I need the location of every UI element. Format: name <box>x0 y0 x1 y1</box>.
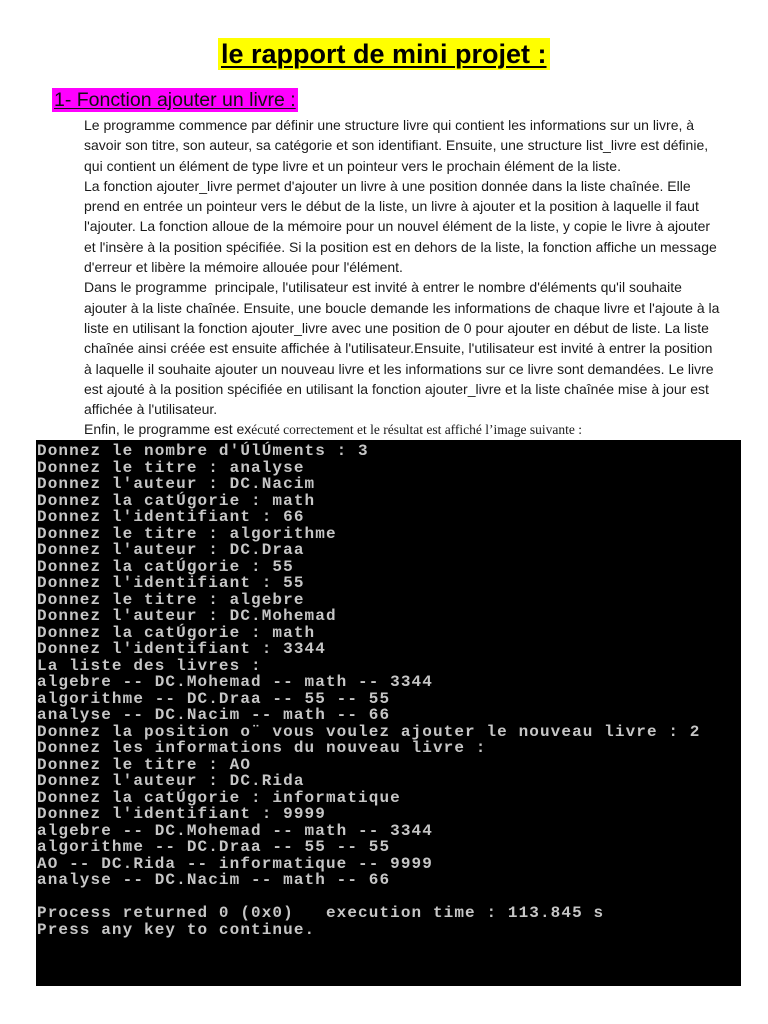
paragraph-line: et l'insère à la position spécifiée. Si la position est en dehors de la liste, la fonction affiche un message <box>84 238 717 255</box>
closing-text-serif: écuté correctement et le résultat est affiché l’image suivante : <box>251 422 583 438</box>
console-line: algebre -- DC.Mohemad -- math -- 3344 <box>37 821 433 840</box>
paragraph-line: affichée à l'utilisateur. <box>84 401 218 418</box>
paragraph-line: chaînée ainsi créée est ensuite affichée à l'utilisateur.Ensuite, l'utilisateur est invité à entrer la position <box>84 340 713 357</box>
paragraph-line-closing <box>84 419 754 439</box>
paragraph-line: savoir son titre, son auteur, sa catégorie et son identifiant. Ensuite, une structure list_livre est définie, <box>84 137 709 154</box>
console-line: Donnez l'identifiant : 3344 <box>37 640 326 658</box>
console-line: Donnez l'auteur : DC.Rida <box>37 772 305 790</box>
console-line: algebre -- DC.Mohemad -- math -- 3344 <box>37 673 433 691</box>
closing-text-sans: Enfin, le programme est ex <box>84 421 252 438</box>
console-line: Donnez l'auteur : DC.Nacim <box>37 475 316 493</box>
paragraph-line: l'ajouter. La fonction alloue de la mémoire pour un nouvel élément de la liste, y copie le livre à ajouter <box>84 218 711 235</box>
console-line: Donnez le nombre d'ÚlÚments : 3 <box>37 442 369 460</box>
paragraph-line: ajouter à la liste chaînée. Ensuite, une boucle demande les informations de chaque livre et l'ajoute à la <box>84 299 720 316</box>
console-line: Donnez le titre : algorithme <box>37 524 337 543</box>
paragraph-line: d'erreur et libère la mémoire allouée pour l'élément. <box>84 259 403 276</box>
paragraph-line: à laquelle il souhaite ajouter un nouveau livre et les informations sur ce livre sont demandées. Le livre <box>84 360 714 377</box>
console-line: Donnez la catÚgorie : 55 <box>37 557 294 576</box>
console-line: algorithme -- DC.Draa -- 55 -- 55 <box>37 838 391 856</box>
paragraph-line: La fonction ajouter_livre permet d'ajouter un livre à une position donnée dans la liste chaînée. Elle <box>84 177 691 194</box>
console-line: analyse -- DC.Nacim -- math -- 66 <box>37 871 391 889</box>
console-line: Donnez les informations du nouveau livre : <box>37 739 487 757</box>
console-line: Donnez le titre : analyse <box>37 458 305 477</box>
console-line: Donnez l'auteur : DC.Mohemad <box>37 607 337 625</box>
section-heading: 1- Fonction ajouter un livre : <box>54 89 296 111</box>
console-line: AO -- DC.Rida -- informatique -- 9999 <box>37 854 433 873</box>
console-line: Donnez la catÚgorie : informatique <box>37 788 401 807</box>
console-line: algorithme -- DC.Draa -- 55 -- 55 <box>37 689 391 708</box>
paragraph-line: prend en entrée un pointeur vers le début de la liste, un livre à ajouter et la position à laquelle il faut <box>84 198 699 215</box>
paragraph-line: Le programme commence par définir une structure livre qui contient les informations sur un livre, à <box>84 117 695 133</box>
console-line: Donnez la position o¨ vous voulez ajouter le nouveau livre : 2 <box>37 722 701 741</box>
paragraph-line: qui contient un élément de type livre et un pointeur vers le prochain élément de la liste. <box>84 157 621 174</box>
console-line: Process returned 0 (0x0) execution time : 113.845 s <box>37 904 605 922</box>
console-line: Donnez l'identifiant : 55 <box>37 574 305 592</box>
console-line: Donnez l'identifiant : 9999 <box>37 805 326 823</box>
console-blank-line <box>37 889 741 906</box>
console-line: Donnez la catÚgorie : math <box>37 491 316 510</box>
body-paragraph <box>84 115 754 440</box>
paragraph-line: liste en utilisant la fonction ajouter_livre avec une position de 0 pour ajouter en début de liste. La liste <box>84 319 709 336</box>
console-output-screenshot <box>36 440 741 986</box>
console-line: Donnez le titre : algebre <box>37 590 305 609</box>
paragraph-line: est ajouté à la position spécifiée en utilisant la fonction ajouter_livre et la liste chaînée mise à jour est <box>84 380 709 397</box>
paragraph-line: Dans le programme principale, l'utilisateur est invité à entrer le nombre d'éléments qu'il souhaite <box>84 279 682 296</box>
console-line: Donnez le titre : AO <box>37 755 252 774</box>
console-line: Press any key to continue. <box>37 920 316 939</box>
console-line: Donnez l'auteur : DC.Draa <box>37 541 305 559</box>
console-line: analyse -- DC.Nacim -- math -- 66 <box>37 706 391 724</box>
console-line: Donnez la catÚgorie : math <box>37 623 316 642</box>
document-title: le rapport de mini projet : <box>218 38 550 70</box>
console-line: Donnez l'identifiant : 66 <box>37 508 305 526</box>
console-line: La liste des livres : <box>37 656 262 675</box>
